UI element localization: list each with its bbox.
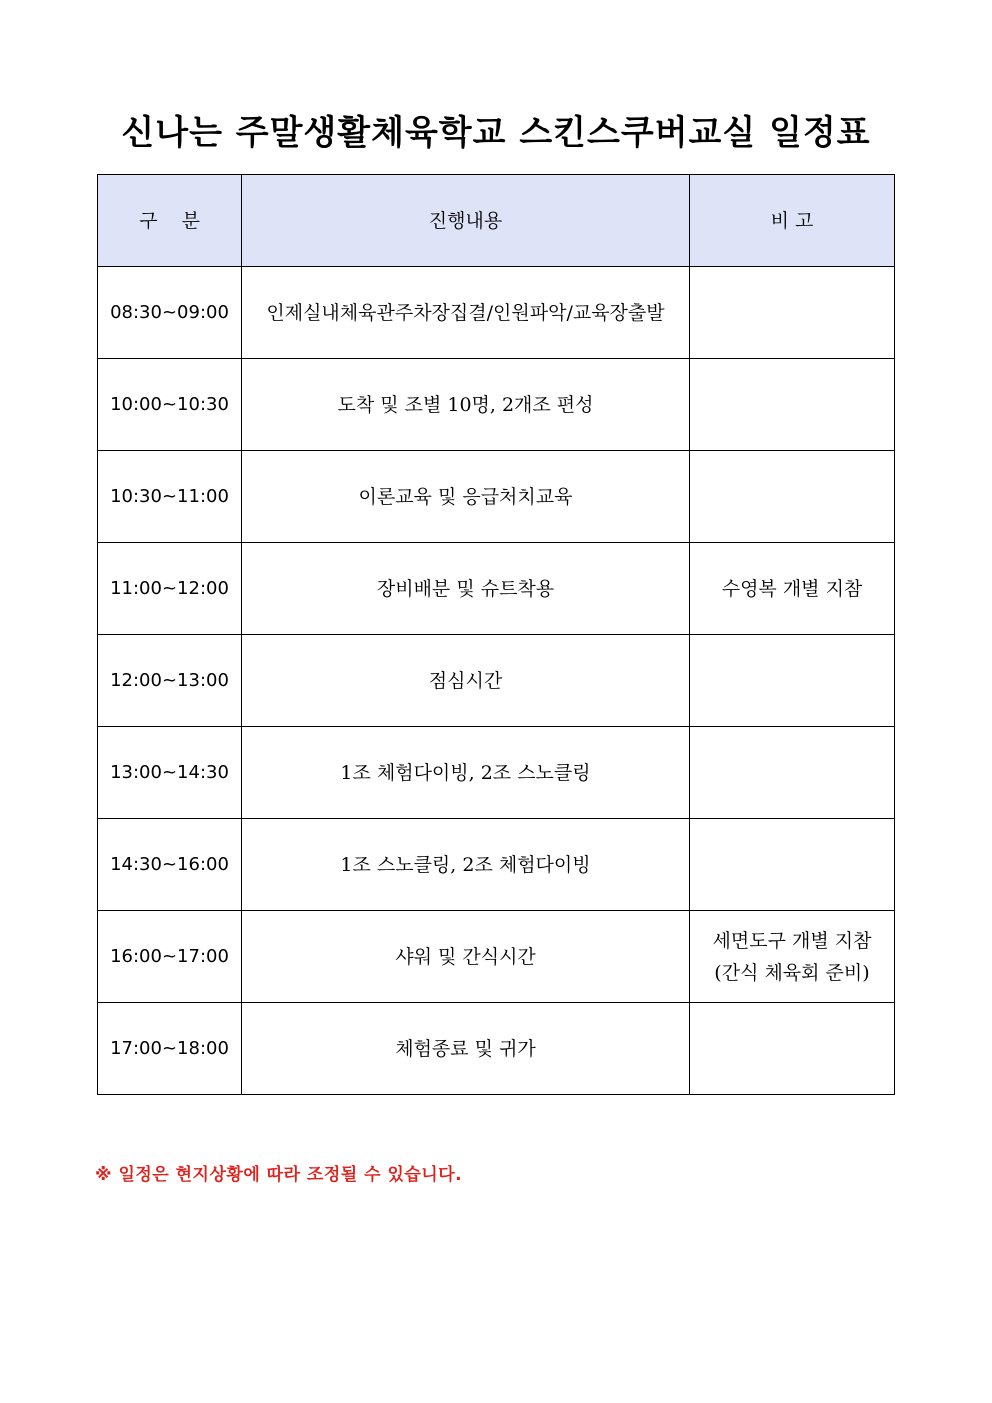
row-time: 14:30~16:00 bbox=[98, 819, 242, 911]
table-row bbox=[98, 359, 895, 451]
row-content: 1조 스노클링, 2조 체험다이빙 bbox=[242, 819, 690, 911]
row-content: 체험종료 및 귀가 bbox=[242, 1003, 690, 1095]
table-row bbox=[98, 727, 895, 819]
row-note bbox=[690, 1003, 895, 1095]
row-time: 13:00~14:30 bbox=[98, 727, 242, 819]
row-time: 12:00~13:00 bbox=[98, 635, 242, 727]
row-content: 이론교육 및 응급처치교육 bbox=[242, 451, 690, 543]
row-note bbox=[690, 267, 895, 359]
header-time: 구 분 bbox=[98, 175, 242, 267]
row-time: 10:30~11:00 bbox=[98, 451, 242, 543]
row-note-line: 수영복 개별 지참 bbox=[721, 577, 863, 600]
table-row bbox=[98, 267, 895, 359]
schedule-notice: ※ 일정은 현지상황에 따라 조정될 수 있습니다. bbox=[95, 1165, 463, 1185]
row-note bbox=[690, 451, 895, 543]
table-row bbox=[98, 451, 895, 543]
row-note bbox=[690, 543, 895, 635]
row-time: 16:00~17:00 bbox=[98, 911, 242, 1003]
row-content: 도착 및 조별 10명, 2개조 편성 bbox=[242, 359, 690, 451]
row-time: 10:00~10:30 bbox=[98, 359, 242, 451]
row-note bbox=[690, 359, 895, 451]
header-content: 진행내용 bbox=[242, 175, 690, 267]
table-row bbox=[98, 819, 895, 911]
row-note bbox=[690, 911, 895, 1003]
header-note: 비 고 bbox=[690, 175, 895, 267]
row-content: 1조 체험다이빙, 2조 스노클링 bbox=[242, 727, 690, 819]
table-row bbox=[98, 911, 895, 1003]
schedule-table bbox=[97, 174, 895, 1095]
row-time: 11:00~12:00 bbox=[98, 543, 242, 635]
table-row bbox=[98, 543, 895, 635]
row-note-line: (간식 체육회 준비) bbox=[714, 961, 870, 984]
row-note bbox=[690, 727, 895, 819]
table-row bbox=[98, 1003, 895, 1095]
table-header-row bbox=[98, 175, 895, 267]
row-content: 장비배분 및 슈트착용 bbox=[242, 543, 690, 635]
page-title: 신나는 주말생활체육학교 스킨스쿠버교실 일정표 bbox=[121, 113, 871, 153]
table-row bbox=[98, 635, 895, 727]
row-note bbox=[690, 635, 895, 727]
row-content: 샤워 및 간식시간 bbox=[242, 911, 690, 1003]
row-time: 17:00~18:00 bbox=[98, 1003, 242, 1095]
row-time: 08:30~09:00 bbox=[98, 267, 242, 359]
row-note-line: 세면도구 개별 지참 bbox=[712, 929, 872, 952]
row-content: 인제실내체육관주차장집결/인원파악/교육장출발 bbox=[242, 267, 690, 359]
row-content: 점심시간 bbox=[242, 635, 690, 727]
row-note bbox=[690, 819, 895, 911]
